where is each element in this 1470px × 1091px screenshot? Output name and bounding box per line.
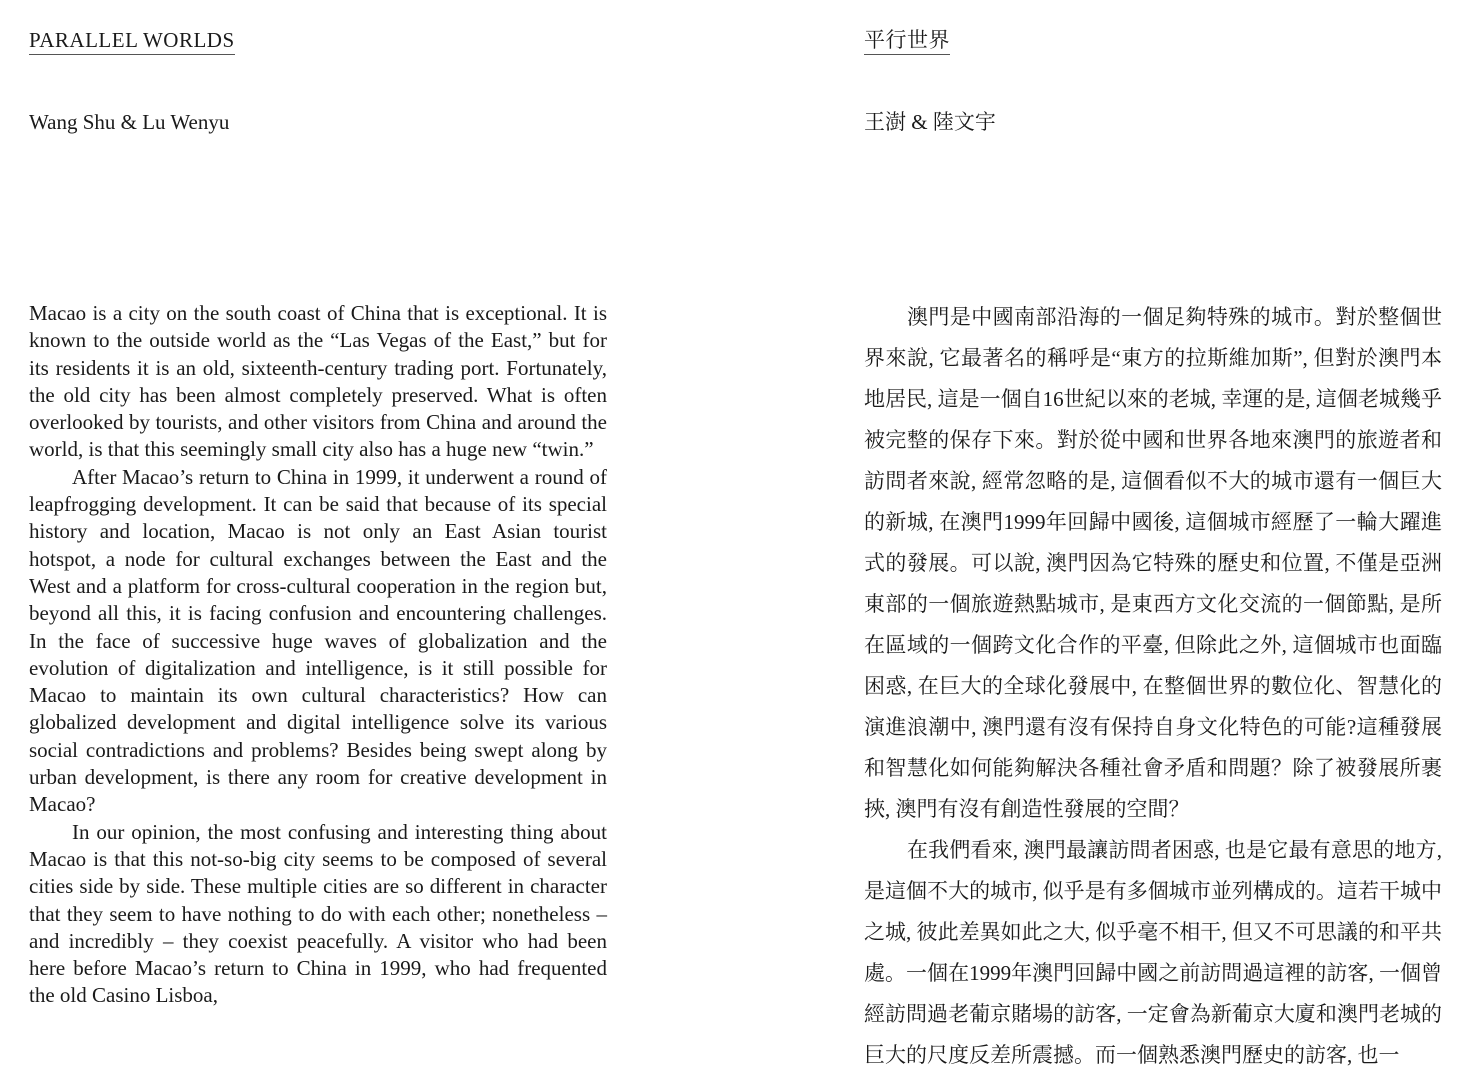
body-text-en: [29, 300, 607, 1010]
authors-en: Wang Shu & Lu Wenyu: [29, 110, 230, 134]
authors-zh: 王澍 & 陸文宇: [864, 110, 996, 134]
paragraph-en-2: After Macao’s return to China in 1999, it underwent a round of leapfrogging development. It can be said that because of its special history and location, Macao is not only an East Asian tourist hotspot, a node for cultural exchanges between the East and the West and a platform for cross-cultural cooperation in the region but, beyond all this, it is facing confusion and encountering challenges. In the face of successive huge waves of globalization and the evolution of digitalization and intelligence, is it still possible for Macao to maintain its own cultural characteristics? How can globalized development and digital intelligence solve its various social contradictions and problems? Besides being swept along by urban development, is there any room for creative development in Macao?: [29, 464, 607, 817]
running-head-zh: 平行世界: [864, 27, 950, 55]
paragraph-en-1: Macao is a city on the south coast of China that is exceptional. It is known to the outside world as the “Las Vegas of the East,” but for its residents it is an old, sixteenth-century trading port. Fortunately, the old city has been almost completely preserved. What is often overlooked by tourists, and other visitors from China and around the world, is that this seemingly small city also has a huge new “twin.”: [29, 301, 607, 462]
running-head-en: PARALLEL WORLDS: [29, 27, 235, 55]
paragraph-en-3: In our opinion, the most confusing and interesting thing about Macao is that this not-so-big city seems to be composed of several cities side by side. These multiple cities are so different in character that they seem to have nothing to do with each other; nonetheless – and incredibly – they coexist peacefully. A visitor who had been here before Macao’s return to China in 1999, who had frequented the old Casino Lisboa,: [29, 819, 607, 1008]
paragraph-zh-1: 澳門是中國南部沿海的一個足夠特殊的城市。對於整個世界來說, 它最著名的稱呼是“東方的拉斯維加斯”, 但對於澳門本地居民, 這是一個自16世紀以來的老城, 幸運的是, 這個老城幾乎被完整的保存下來。對於從中國和世界各地來澳門的旅遊者和訪問者來說, 經常忽略的是, 這個看似不大的城市還有一個巨大的新城, 在澳門1999年回歸中國後, 這個城市經歷了一輪大躍進式的發展。可以說, 澳門因為它特殊的歷史和位置, 不僅是亞洲東部的一個旅遊熱點城市, 是東西方文化交流的一個節點, 是所在區域的一個跨文化合作的平臺, 但除此之外, 這個城市也面臨困惑, 在巨大的全球化發展中, 在整個世界的數位化、智慧化的演進浪潮中, 澳門還有沒有保持自身文化特色的可能?這種發展和智慧化如何能夠解決各種社會矛盾和問題？除了被發展所裹挾, 澳門有沒有創造性發展的空間？: [864, 305, 1442, 821]
body-text-zh: [864, 297, 1442, 1076]
paragraph-zh-2: 在我們看來, 澳門最讓訪問者困惑, 也是它最有意思的地方, 是這個不大的城市, 似乎是有多個城市並列構成的。這若干城中之城, 彼此差異如此之大, 似乎毫不相干, 但又不可思議的和平共處。一個在1999年澳門回歸中國之前訪問過這裡的訪客, 一個曾經訪問過老葡京賭場的訪客, 一定會為新葡京大廈和澳門老城的巨大的尺度反差所震撼。而一個熟悉澳門歷史的訪客, 也一: [864, 838, 1442, 1067]
